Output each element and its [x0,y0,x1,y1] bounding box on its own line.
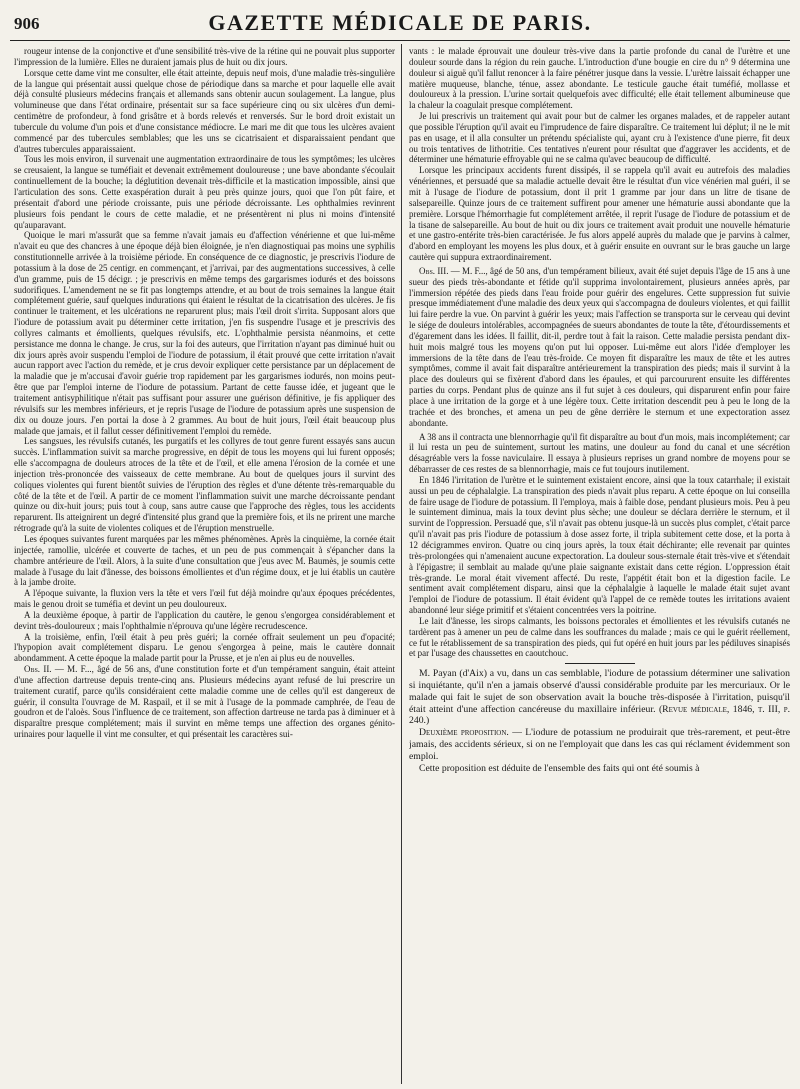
payan-reference: (Revue médicale, 1846, t. III, p. 240.) [409,703,790,727]
paragraph-text: Le lait d'ânesse, les sirops calmants, les boissons pectorales et émollientes et les révulsifs cutanés ne tardèrent pas à amener un peu de calme dans les souffrances du malade ; mais ce qui le guérit réellement, ce fut le rétablissement de sa transpiration des pieds, qui fut opéré en huit jours par les pédiluves sinapisés et par l'usage des chaussettes en caoutchouc. [409,615,790,659]
paragraph [14,632,395,665]
paragraph [14,534,395,588]
paragraph-text: A 38 ans il contracta une blennorrhagie qu'il fit disparaître au bout d'un mois, mais incomplétement; car il lui resta un peu de suintement, surtout les matins, une douleur au fond du canal et une sécrétion désagréable vers la fosse naviculaire. Il essaya à plusieurs reprises un grand nombre de moyens pour se débarrasser de ces restes de sa blennorrhagie, mais ce fut toujours inutilement. [409,431,790,475]
paragraph [14,610,395,632]
right-column [409,46,790,1086]
payan-paragraph [409,668,790,727]
paragraph-text: Quoique le mari m'assurât que sa femme n'avait jamais eu d'affection vénérienne et que lui-même n'avait eu que des chancres à une époque déjà bien éloignée, je n'en diagnostiquai pas moins une syphilis constitutionnelle arrivée à la troisième période. En conséquence de ce diagnostic, je prescrivis l'iodure de potassium à la dose de 25 centigr. en commençant, et j'arrivai, par des augmentations successives, à celle d'un gramme, puis de 15 décigr. ; je prescrivis en même temps des gargarismes iodurés et des boissons sudorifiques. L'amendement ne se fit pas longtemps attendre, et au bout de trois semaines la langue était complétement guérie, sauf quelques indurations qui étaient le résultat de la cicatrisation des ulcères. Je fis continuer le traitement, et les ulcérations ne reparurent plus; mais l'œil droit s'irrita. Supposant alors que l'iodure de potassium avait pu déterminer cette irritation, j'en fis suspendre l'usage et je prescrivis des collyres calmants et émollients, quelques révulsifs, etc. L'ophthalmie persista néanmoins, et cette persistance me donna le change. Je crus, sur la foi des auteurs, que l'irritation n'ayant pas diminué huit ou dix jours après avoir suspendu l'emploi de l'iodure de potassium, il était prouvé que cette irritation n'avait aucun rapport avec l'action du remède, et je crus devoir expliquer cette persistance par un déplacement de la maladie que je m'accusai d'avoir guérie trop rapidement par les gargarismes iodurés, non moins peut-être que par l'emploi interne de l'iodure de potassium. Partant de cette fausse idée, et jugeant que le traitement antisyphilitique n'était pas suffisant pour assurer une guérison définitive, je fis appliquer des révulsifs sur les membres inférieurs, et je repris l'usage de l'iodure de potassium après une suspension de dix ou douze jours. J'en portai la dose à 2 grammes. Au bout de huit jours, l'œil était beaucoup plus malade que jamais, et il fallut cesser définitivement l'emploi du remède. [14,230,395,436]
paragraph-text: rougeur intense de la conjonctive et d'une sensibilité très-vive de la rétine qui ne pouvait plus supporter l'impression de la lumière. Elles ne duraient jamais plus de huit ou dix jours. [14,46,395,67]
section-rule [565,663,635,664]
paragraph [409,432,790,475]
paragraph [409,165,790,263]
proposition-paragraph [409,727,790,762]
journal-title: GAZETTE MÉDICALE DE PARIS. [208,10,592,35]
paragraph-text: Je lui prescrivis un traitement qui avait pour but de calmer les organes malades, et de rappeler autant que possible l'éruption qu'il avait eu l'imprudence de faire disparaître. Ce traitement lui déplut; il ne le mit pas en usage, et il alla consulter un prétendu spécialiste qui, ayant cru à l'existence d'une pierre, fit deux ou trois tentatives de lithotritie. Ces tentatives n'eurent pour résultat que d'aggraver les accidents, et de déterminer une hématurie effroyable qui ne se calma qu'avec beaucoup de difficulté. [409,111,790,165]
paragraph [14,436,395,534]
paragraph [409,46,790,111]
paragraph [14,588,395,610]
observation-lead: Obs. III. — M. F..., [419,265,488,276]
paragraph-text: A l'époque suivante, la fluxion vers la tête et vers l'œil fut déjà moindre qu'aux époques précédentes, mais le genou droit se tuméfia et devint un peu douloureux. [14,588,395,610]
payan-text: M. Payan (d'Aix) a vu, dans un cas semblable, l'iodure de potassium déterminer une salivation si inquiétante, qu'il n'en a jamais observé d'aussi considérable produite par les mercuriaux. Or le malade qui fait le sujet de son observation avait la bouche très-disposée à l'irritation, puisqu'il était atteint d'une affection cancéreuse du maxillaire inférieur. [409,668,790,715]
proposition-lead: Deuxième proposition. [419,727,509,739]
page-header [10,10,790,41]
paragraph [14,46,395,68]
paragraph-text: A la troisième, enfin, l'œil était à peu près guéri; la cornée offrait seulement un peu d'opacité; l'hypopion avait complétement disparu. Le genou s'engorgea à peine, mais le cautère donnait abondamment. A cette époque la malade partit pour la Prusse, et je n'en ai plus eu de nouvelles. [14,631,395,664]
left-column [14,46,395,1086]
paragraph [409,616,790,659]
paragraph-text: Lorsque les principaux accidents furent dissipés, il se rappela qu'il avait eu autrefois des maladies vénériennes, et persuadé que sa maladie actuelle devait être le résultat d'un vice vénérien mal guéri, il se mit à l'usage de l'iodure de potassium, dont il prit 1 gramme par jour dans un litre de tisane de salsepareille. Quinze jours de ce traitement suffirent pour amener une hématurie aussi abondante que la première. Lorsque l'hémorrhagie fut complétement arrêtée, il reprit l'usage de l'iodure de potassium et de la tisane de salsepareille. Au bout de huit ou dix jours ce traitement avait produit une nouvelle hématurie et une gastro-entérite très-bien caractérisée. Je fus alors appelé auprès du malade que je parvins à calmer, d'abord en employant les moyens les plus doux, et à guérir ensuite en ouvrant sur le bras gauche un large cautère qui suppura extraordinairement. [409,165,790,263]
paragraph [409,111,790,165]
paragraph-text: Les époques suivantes furent marquées par les mêmes phénomènes. Après la cinquième, la cornée était injectée, ramollie, ulcérée et couverte de taches, et un peu de pus commençait à s'épancher dans la chambre antérieure de l'œil. Alors, à la suite d'une consultation que j'eus avec M. Baumès, je soumis cette malade à l'usage du lait d'ânesse, des boissons émollientes et d'un régime doux, et je lui établis un cautère à la jambe droite. [14,533,395,588]
paragraph [14,154,395,230]
page-number: 906 [14,14,40,33]
paragraph-text: Lorsque cette dame vint me consulter, elle était atteinte, depuis neuf mois, d'une maladie très-singulière de la langue qui présentait aussi quelque chose de périodique dans sa marche et pour laquelle elle avait déjà consulté plusieurs médecins français et allemands sans obtenir aucun soulagement. La langue, plus volumineuse que dans l'état ordinaire, présentait sur sa face supérieure cinq ou six ulcères d'un demi-centimètre de profondeur, à fond grisâtre et à bords relevés et renversés. Sur le bord droit existait un tubercule du volume d'un pois et d'une consistance médiocre. Le mari me dit que tous les ulcères avaient commencé par des tubercules semblables; que les uns se cicatrisaient et disparaissaient pendant que d'autres tubercules apparaissaient. [14,67,395,154]
paragraph-text: vants : le malade éprouvait une douleur très-vive dans la partie profonde du canal de l'urètre et une douleur sourde dans la région du rein gauche. L'introduction d'une bougie en cire du n° 9 détermina une douleur si aiguë qu'il fallut renoncer à la faire pénétrer jusque dans la vessie. L'urètre laissait échapper une matière muqueuse, blanche, ténue, assez abondante. Le testicule gauche était tuméfié, mollasse et douloureux à la pression. L'urine sortait quelquefois avec difficulté; elle était tellement albumineuse que la chaleur la coagulait presque complétement. [409,46,790,111]
paragraph-text: Les sangsues, les révulsifs cutanés, les purgatifs et les collyres de tout genre furent essayés sans aucun succès. L'inflammation suivit sa marche progressive, en dépit de tous les moyens qui lui furent opposés; elle s'accompagna de douleurs atroces de la tête et de l'œil, et elle amena l'érosion de la cornée et une injection très-prononcée des vaisseaux de cette membrane. Au bout de quelques jours il survint des coliques violentes qui furent bientôt suivies de l'éruption des règles et d'une détente très-remarquable du côté de la tête et de l'œil. A partir de ce moment l'inflammation suivit une marche décroissante pendant quinze ou dix-huit jours; puis tout à coup, sans autre cause que l'approche des règles, tous les accidents reparurent. Ils atteignirent un degré d'intensité plus grand que la première fois, et ils ne prirent une marche rétrograde qu'à la suite de violentes coliques et de l'éruption menstruelle. [14,436,395,534]
observation-lead: Obs. II. — M. F..., [24,664,94,675]
paragraph-text: A la deuxième époque, à partir de l'application du cautère, le genou s'engorgea considérablement et devint très-douloureux ; mais l'ophthalmie n'éprouva qu'une légère recrudescence. [14,609,395,631]
paragraph-text: En 1846 l'irritation de l'urètre et le suintement existaient encore, ainsi que la toux catarrhale; il existait aussi un peu de céphalalgie. La transpiration des pieds n'avait plus reparu. A cette époque on lui conseilla de faire usage de l'iodure de potassium. Il l'employa, mais à faible dose, pendant plusieurs mois. Peu à peu le suintement diminua, mais la toux devint plus sèche; une douleur se déclara derrière le sternum, et il survint de l'oppression. Persuadé que, s'il n'avait pas obtenu jusque-là un succès plus complet, c'était parce qu'il n'avait pas pris l'iodure de potassium à dose assez forte, il tripla subitement cette dose, et la porta à 12 décigrammes environ. Quatre ou cinq jours après, la toux était déchirante; elle revenait par quintes très-prolongées qui n'amenaient aucune expectoration. La douleur sous-sternale était très-vive et s'étendait à l'épigastre; il semblait au malade qu'une plaie saignante existait dans cette région. L'oppression était très-grande. Le moral était vivement affecté. Du reste, l'appétit était bon et la digestion facile. Le sentiment avait complétement disparu, ainsi que la céphalalgie à laquelle le malade était sujet avant l'emploi de l'iodure de potassium. Il était évident qu'à l'appel de ce remède toutes les irritations avaient abandonné leur siége primitif et s'étaient concentrées vers la poitrine. [409,474,790,616]
paragraph [409,475,790,616]
right-column-paragraphs [409,46,790,659]
paragraph-text: âgé de 56 ans, d'une constitution forte et d'un tempérament sanguin, était atteint d'une affection dartreuse depuis trente-cinq ans. Plusieurs médecins ayant refusé de lui prescrire un traitement curatif, parce qu'ils considéraient cette maladie comme une de celles qu'il est dangereux de guérir, il consulta l'ouvrage de M. Raspail, et il se mit à l'usage de la pommade camphrée, de l'eau de goudron et de l'aloès. Sous l'influence de ce traitement, son affection dartreuse ne tarda pas à diminuer et à disparaître presque complétement; mais il survint en même temps une affection des organes génito-urinaires pour laquelle il vint me consulter, et qui présentait les caractères sui- [14,664,395,740]
closing-line: Cette proposition est déduite de l'ensemble des faits qui ont été soumis à [419,762,700,774]
paragraph [409,266,790,429]
column-divider [401,44,402,1084]
paragraph-text: âgé de 50 ans, d'un tempérament bilieux, avait été sujet depuis l'âge de 15 ans à une sueur des pieds très-abondante et fétide qu'il supprima involontairement, plusieurs années après, par l'immersion répétée des pieds dans l'eau froide pour guérir des engelures. Cette suppression fut suivie presque immédiatement d'une maladie des deux yeux qui s'accompagna de douleurs violentes, et qui faillit lui faire perdre la vue. On parvint à guérir les yeux; mais l'affection se transporta sur le cerveau qui devint le siége de douleurs intolérables, accompagnées de sueurs abondantes de toute la tête, d'étourdissements et d'égarement dans les idées. Il faillit, dit-il, perdre tout à fait la raison. Cette maladie persista pendant dix-huit mois malgré tous les moyens qu'on put lui opposer. Lui-même eut alors l'idée d'employer les immersions de la tête dans de l'eau très-froide. Ce moyen fit disparaître les maux de tête et les autres symptômes, comme il avait fait disparaître antérieurement la transpiration des pieds; mais il survint à la place des douleurs qui se fixèrent d'abord dans les épaules, et qui parcoururent ensuite les différentes parties du corps. Pendant plus de quinze ans il fut sujet à ces douleurs, qui disparurent enfin pour faire place à une irritation de la gorge et à une légère toux. Cette irritation descendit peu à peu le long de la trachée et des bronches, et amena un peu de gêne derrière le sternum et une expectoration assez abondante. [409,265,790,428]
paragraph-text: Tous les mois environ, il survenait une augmentation extraordinaire de tous les symptômes; les ulcères se creusaient, la langue se tuméfiait et devenait extrêmement douloureuse ; une bave abondante s'écoulait continuellement de la bouche; la déglutition devenait très-difficile et la mastication impossible, ainsi que l'articulation des sons. Cette exaspération durait à peu près quinze jours, quoi que l'on pût faire, et présentait d'abord une période croissante, puis une période décroissante. Les ophthalmies revinrent plusieurs fois pendant le cours de cette maladie, et ne présentèrent ni plus ni moins d'intensité qu'auparavant. [14,154,395,230]
paragraph [14,664,395,740]
paragraph [14,68,395,155]
proposition-text: — L'iodure de potassium ne produirait que très-rarement, et peut-être jamais, des accidents sérieux, si on ne l'employait que dans les cas qui réclament évidemment son emploi. [409,727,790,762]
paragraph [14,230,395,436]
